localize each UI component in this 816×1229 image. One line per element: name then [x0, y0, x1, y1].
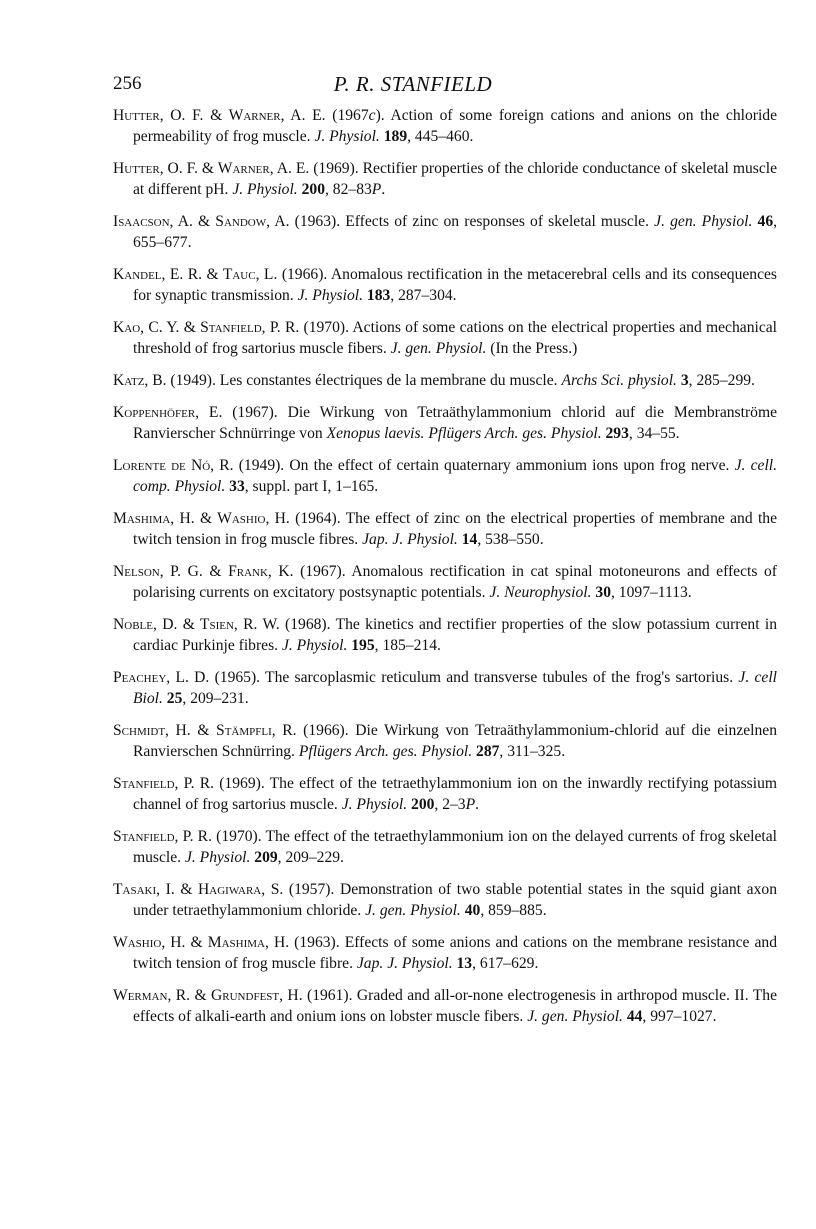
ref-journal: P — [465, 796, 476, 813]
ref-volume: 189 — [383, 128, 408, 145]
ref-text: , 655–677. — [133, 213, 778, 251]
ref-journal: J. Neurophysiol. — [489, 584, 592, 601]
ref-authors: Stanfield, P. R. — [113, 828, 212, 845]
ref-text: , 82–83 — [325, 181, 372, 198]
page-number: 256 — [113, 73, 142, 94]
ref-volume: 209 — [254, 849, 278, 866]
reference-entry — [113, 720, 777, 762]
ref-text: (1969). The effect of the tetraethylammonium ion on the inwardly rectifying potassium channel of frog sartorius muscle. — [133, 775, 777, 813]
ref-volume: 44 — [626, 1008, 643, 1025]
ref-text: , 997–1027. — [642, 1008, 717, 1025]
reference-entry — [113, 264, 777, 306]
ref-text: (1963). Effects of some anions and cations on the membrane resistance and twitch tension of frog muscle fibre. — [133, 934, 777, 972]
ref-text: (1964). The effect of zinc on the electrical properties of membrane and the twitch tension in frog muscle fibres. — [133, 510, 777, 548]
ref-journal: J. Physiol. — [341, 796, 408, 813]
ref-journal: J. Physiol. — [184, 849, 251, 866]
ref-authors: Tasaki, I. & Hagiwara, S. — [113, 881, 284, 898]
reference-entry — [113, 455, 777, 497]
ref-authors: Werman, R. & Grundfest, H. — [113, 987, 303, 1004]
reference-entry — [113, 211, 777, 253]
ref-text: (1967 — [325, 107, 369, 124]
reference-list — [113, 105, 777, 1038]
ref-text: , 185–214. — [374, 637, 441, 654]
ref-journal: J. Physiol. — [314, 128, 380, 145]
ref-authors: Katz, B. — [113, 372, 167, 389]
ref-volume: 183 — [366, 287, 391, 304]
ref-volume: 287 — [476, 743, 500, 760]
ref-text: (1966). Anomalous rectification in the metacerebral cells and its consequences for synaptic transmission. — [133, 266, 777, 304]
ref-journal: J. Physiol. — [281, 637, 348, 654]
ref-journal: J. gen. Physiol. — [527, 1008, 623, 1025]
ref-text: (1966). Die Wirkung von Tetraäthylammonium-chlorid auf die einzelnen Ranvierschen Schnürring. — [133, 722, 778, 760]
ref-volume: 293 — [605, 425, 629, 442]
reference-entry — [113, 667, 777, 709]
ref-journal: c — [368, 107, 376, 124]
ref-authors: Noble, D. & Tsien, R. W. — [113, 616, 280, 633]
ref-journal: Pflügers Arch. ges. Physiol. — [298, 743, 473, 760]
ref-journal: Jap. J. Physiol. — [362, 531, 458, 548]
reference-entry — [113, 402, 777, 444]
ref-volume: 200 — [301, 181, 325, 198]
ref-text: , 285–299. — [688, 372, 755, 389]
ref-authors: Kao, C. Y. & Stanfield, P. R. — [113, 319, 300, 336]
ref-volume: 14 — [461, 531, 478, 548]
ref-authors: Schmidt, H. & Stämpfli, R. — [113, 722, 297, 739]
running-head: P. R. STANFIELD — [333, 72, 493, 96]
ref-authors: Peachey, L. D. — [113, 669, 210, 686]
ref-text: (1969). Rectifier properties of the chloride conductance of skeletal muscle at different pH. — [133, 160, 777, 198]
reference-entry — [113, 773, 777, 815]
ref-text: ). Action of some foreign cations and anions on the chloride permeability of frog muscle. — [133, 107, 777, 145]
ref-text: , 445–460. — [407, 128, 474, 145]
ref-text: , 2–3 — [434, 796, 466, 813]
ref-text: , 34–55. — [628, 425, 680, 442]
reference-entry — [113, 317, 777, 359]
ref-text: (1970). Actions of some cations on the electrical properties and mechanical threshold of frog sartorius muscle fibers. — [133, 319, 777, 357]
ref-journal: J. cell. comp. Physiol. — [133, 457, 778, 495]
ref-journal: J. gen. Physiol. — [365, 902, 461, 919]
ref-volume: 200 — [411, 796, 435, 813]
ref-text: , 287–304. — [390, 287, 457, 304]
ref-text: (1970). The effect of the tetraethylammonium ion on the delayed currents of frog skeletal muscle. — [133, 828, 777, 866]
ref-authors: Koppenhöfer, E. — [113, 404, 223, 421]
ref-authors: Kandel, E. R. & Tauc, L. — [113, 266, 278, 283]
reference-entry — [113, 985, 777, 1027]
ref-volume: 3 — [680, 372, 689, 389]
ref-journal: J. Physiol. — [297, 287, 363, 304]
ref-authors: Washio, H. & Mashima, H. — [113, 934, 290, 951]
ref-journal: J. Physiol. — [232, 181, 298, 198]
ref-authors: Stanfield, P. R. — [113, 775, 215, 792]
ref-text: (1967). Die Wirkung von Tetraäthylammonium chlorid auf die Membranströme Ranvierscher Schnürringe von — [133, 404, 777, 442]
ref-authors: Isaacson, A. & Sandow, A. — [113, 213, 290, 230]
ref-journal: Xenopus laevis. Pflügers Arch. ges. Physiol. — [326, 425, 602, 442]
page-header — [113, 70, 713, 98]
ref-volume: 46 — [757, 213, 774, 230]
ref-volume: 30 — [595, 584, 611, 601]
ref-text: . — [475, 796, 480, 813]
ref-text: (1949). Les constantes électriques de la membrane du muscle. — [166, 372, 562, 389]
ref-volume: 195 — [351, 637, 375, 654]
reference-entry — [113, 879, 777, 921]
ref-text: , 538–550. — [477, 531, 544, 548]
reference-entry — [113, 826, 777, 868]
ref-authors: Hutter, O. F. & Warner, A. E. — [113, 160, 310, 177]
reference-entry — [113, 614, 777, 656]
ref-text: , 859–885. — [480, 902, 547, 919]
ref-text: (1949). On the effect of certain quaternary ammonium ions upon frog nerve. — [233, 457, 735, 474]
reference-entry — [113, 105, 777, 147]
ref-text: , 617–629. — [472, 955, 539, 972]
reference-entry — [113, 932, 777, 974]
reference-entry — [113, 370, 777, 391]
ref-volume: 13 — [456, 955, 473, 972]
reference-entry — [113, 158, 777, 200]
ref-journal: J. cell Biol. — [133, 669, 778, 707]
ref-text: , suppl. part I, 1–165. — [244, 478, 379, 495]
reference-entry — [113, 508, 777, 550]
ref-volume: 25 — [166, 690, 183, 707]
ref-journal: Archs Sci. physiol. — [561, 372, 677, 389]
ref-text: (1967). Anomalous rectification in cat spinal motoneurons and effects of polarising currents on excitatory postsynaptic potentials. — [133, 563, 777, 601]
ref-text: (1965). The sarcoplasmic reticulum and transverse tubules of the frog's sartorius. — [209, 669, 739, 686]
ref-text: , 209–229. — [277, 849, 344, 866]
ref-text: (1963). Effects of zinc on responses of skeletal muscle. — [289, 213, 655, 230]
ref-authors: Hutter, O. F. & Warner, A. E. — [113, 107, 326, 124]
ref-volume: 33 — [229, 478, 245, 495]
ref-authors: Nelson, P. G. & Frank, K. — [113, 563, 294, 580]
ref-text: , 1097–1113. — [611, 584, 692, 601]
ref-text: (1968). The kinetics and rectifier properties of the slow potassium current in cardiac Purkinje fibres. — [133, 616, 777, 654]
ref-text: . — [381, 181, 386, 198]
ref-journal: J. gen. Physiol. — [654, 213, 753, 230]
reference-entry — [113, 561, 777, 603]
ref-text: , 209–231. — [182, 690, 249, 707]
ref-text: (1957). Demonstration of two stable potential states in the squid giant axon under tetraethylammonium chloride. — [133, 881, 777, 919]
ref-volume: 40 — [464, 902, 481, 919]
ref-journal: J. gen. Physiol. — [390, 340, 487, 357]
ref-journal: P — [371, 181, 382, 198]
ref-authors: Mashima, H. & Washio, H. — [113, 510, 290, 527]
ref-text: (1961). Graded and all-or-none electrogenesis in arthropod muscle. II. The effects of alkali-earth and onium ions on lobster muscle fibers. — [133, 987, 778, 1025]
ref-text: , 311–325. — [499, 743, 566, 760]
ref-authors: Lorente de Nó, R. — [113, 457, 234, 474]
ref-journal: Jap. J. Physiol. — [356, 955, 453, 972]
ref-text: (In the Press.) — [486, 340, 578, 357]
